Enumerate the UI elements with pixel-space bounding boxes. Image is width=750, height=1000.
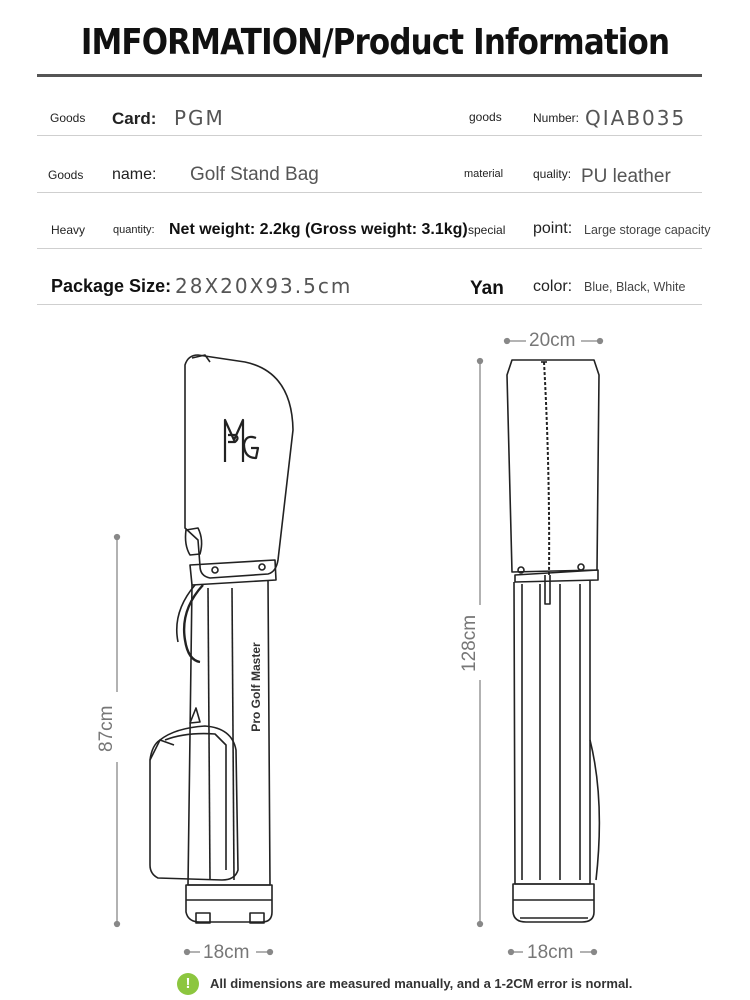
spec-label: color: — [533, 278, 573, 295]
product-name-value: Golf Stand Bag — [190, 164, 319, 185]
spec-label: Goods — [50, 111, 86, 125]
spec-label: quantity: — [113, 224, 155, 236]
spec-label: Card: — [112, 109, 157, 128]
dimension-right-top-width: 20cm — [529, 330, 576, 351]
spec-label: Goods — [48, 168, 84, 182]
spec-label: quality: — [533, 167, 572, 181]
weight-value: Net weight: 2.2kg (Gross weight: 3.1kg) — [169, 221, 468, 238]
spec-label: goods — [469, 110, 502, 124]
spec-label: Package Size: — [51, 276, 172, 296]
page-title: IMFORMATION/Product Information — [80, 22, 670, 63]
spec-label: Yan — [470, 278, 504, 299]
special-point-value: Large storage capacity — [584, 223, 711, 237]
spec-label: name: — [112, 166, 157, 183]
dimension-left-height: 87cm — [96, 705, 117, 752]
disclaimer-note: All dimensions are measured manually, and a 1-2CM error is normal. — [210, 976, 633, 991]
dimension-left-width: 18cm — [203, 942, 250, 963]
color-value: Blue, Black, White — [584, 280, 686, 294]
material-value: PU leather — [581, 166, 671, 187]
spec-label: special — [468, 223, 506, 237]
dimension-right-height: 128cm — [459, 614, 480, 672]
spec-label: Number: — [533, 111, 580, 125]
side-view-bag — [150, 355, 293, 923]
package-size-value: 28X20X93.5cm — [175, 274, 353, 298]
brand-value: PGM — [174, 106, 225, 130]
bag-brand-text: Pro Golf Master — [249, 642, 263, 732]
spec-label: material — [464, 168, 504, 180]
spec-label: point: — [533, 220, 573, 237]
model-number-value: QIAB035 — [585, 106, 687, 130]
spec-label: Heavy — [51, 223, 86, 237]
exclamation-icon: ! — [177, 973, 199, 995]
front-view-bag — [507, 360, 599, 922]
pgm-logo — [225, 420, 258, 462]
dimension-right-bottom-width: 18cm — [527, 942, 574, 963]
